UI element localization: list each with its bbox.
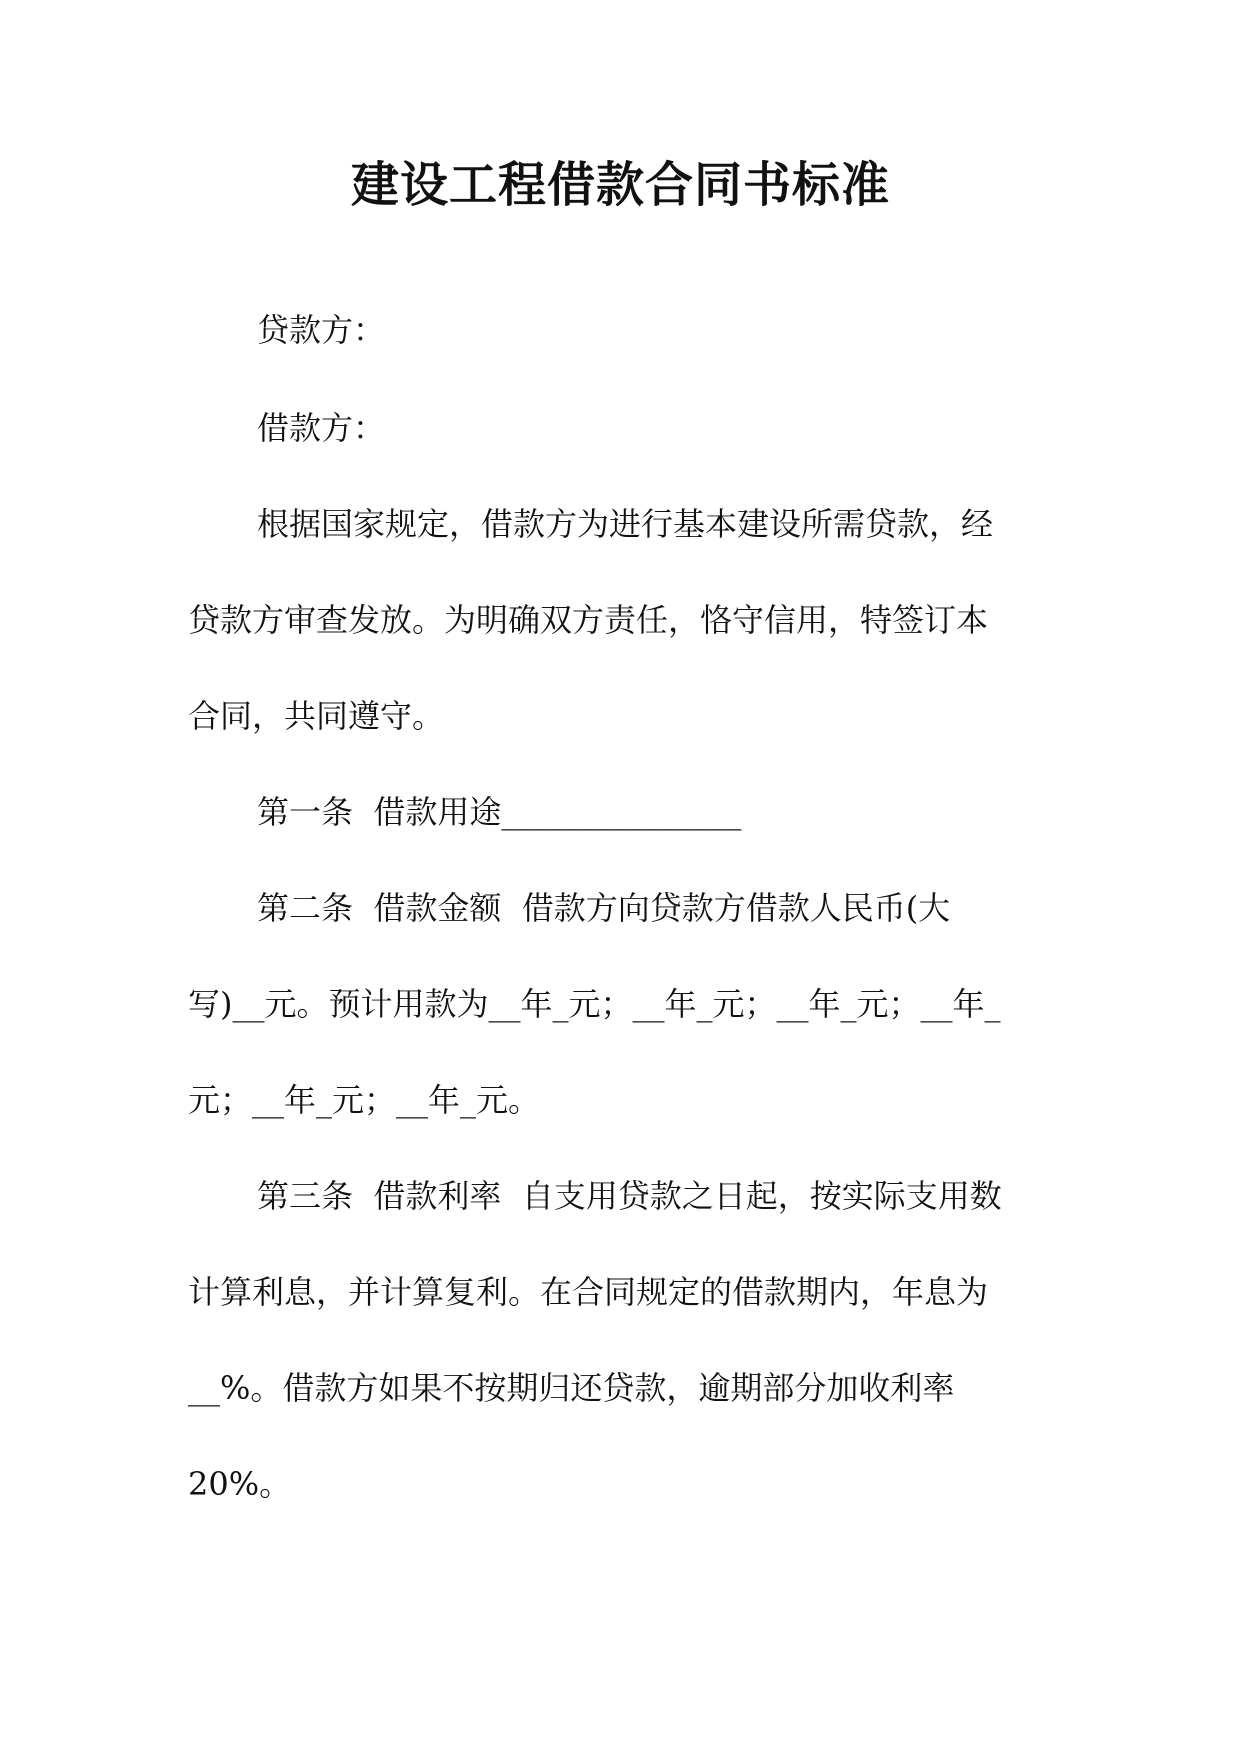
preamble-line-3: 合同，共同遵守。 [188,697,445,735]
document-title: 建设工程借款合同书标准 [350,157,890,213]
article-1-line: 第一条 借款用途_______________ [257,793,742,831]
preamble-line-2: 贷款方审查发放。为明确双方责任，恪守信用，特签订本 [188,601,989,639]
article-2-line-3: 元；__年_元；__年_元。 [188,1081,541,1119]
article-3-line-4: 20%。 [188,1465,292,1503]
article-3-line-1: 第三条 借款利率 自支用贷款之日起，按实际支用数 [257,1177,1002,1215]
article-3-line-2: 计算利息，并计算复利。在合同规定的借款期内，年息为 [188,1273,989,1311]
article-2-line-1: 第二条 借款金额 借款方向贷款方借款人民币(大 [257,889,951,927]
article-3-line-3: __%。借款方如果不按期归还贷款，逾期部分加收利率 [188,1369,955,1407]
borrower-line: 借款方： [257,409,386,447]
lender-line: 贷款方： [257,311,386,349]
preamble-line-1: 根据国家规定，借款方为进行基本建设所需贷款，经 [257,505,994,543]
article-2-line-2: 写)__元。预计用款为__年_元；__年_元；__年_元；__年_ [188,985,1001,1023]
